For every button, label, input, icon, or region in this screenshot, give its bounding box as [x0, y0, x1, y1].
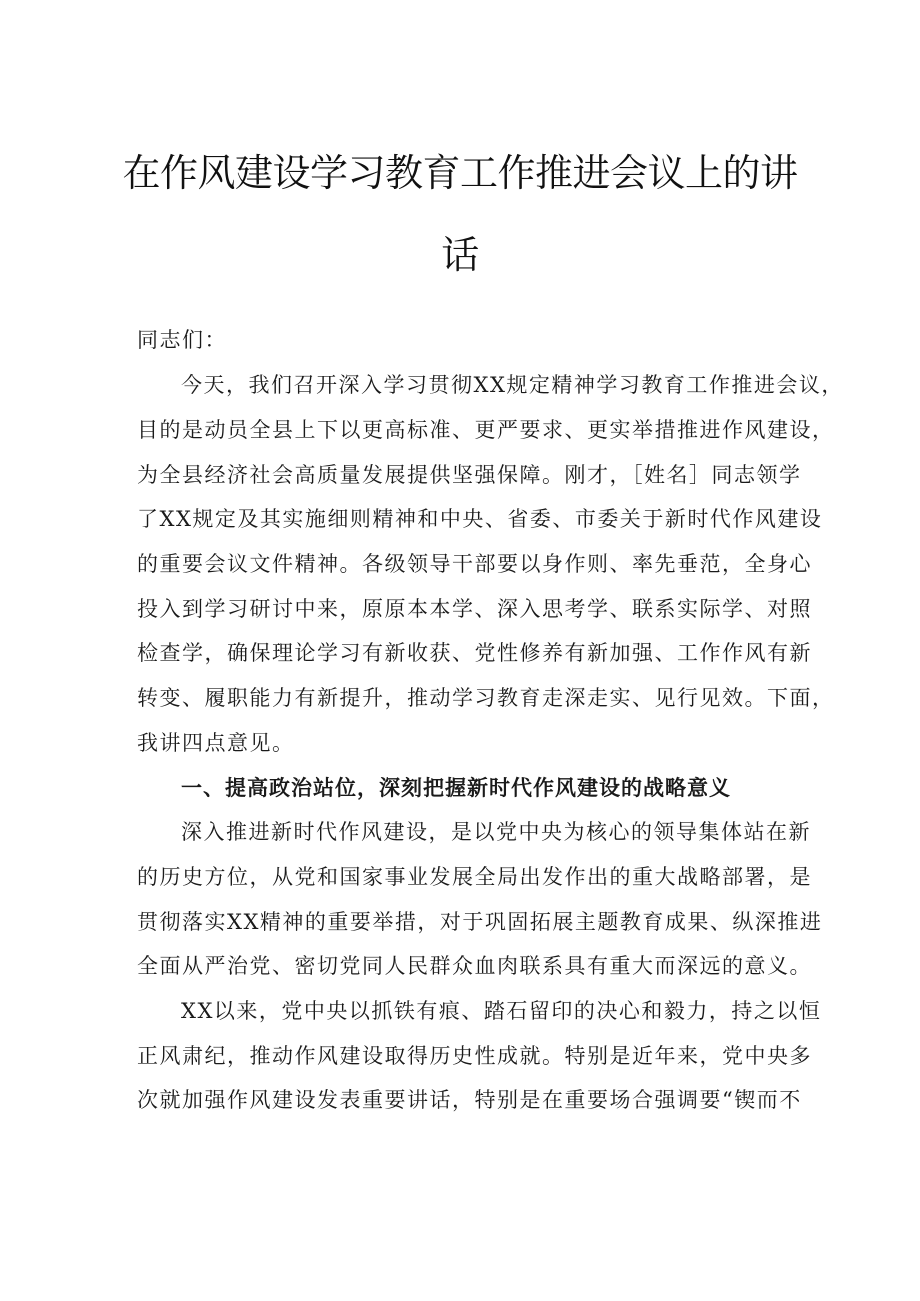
document-title-line1: 在作风建设学习教育工作推进会议上的讲 — [122, 151, 798, 195]
paragraph-line: 检查学，确保理论学习有新收获、党性修养有新加强、工作作风有新 — [137, 641, 812, 665]
paragraph-line: 正风肃纪，推动作风建设取得历史性成就。特别是近年来，党中央多 — [137, 1044, 812, 1068]
paragraph-line: 投入到学习研讨中来，原原本本学、深入思考学、联系实际学、对照 — [137, 597, 812, 621]
paragraph-line: 目的是动员全县上下以更高标准、更严要求、更实举措推进作风建设， — [137, 418, 835, 442]
paragraph-line: 为全县经济社会高质量发展提供坚强保障。刚才，［姓名］同志领学 — [137, 463, 802, 487]
section-heading: 一、提高政治站位，深刻把握新时代作风建设的战略意义 — [181, 776, 731, 800]
paragraph-line: 深入推进新时代作风建设，是以党中央为核心的领导集体站在新 — [181, 820, 811, 844]
paragraph-line: 我讲四点意见。 — [137, 731, 295, 755]
paragraph-line: 全面从严治党、密切党同人民群众血肉联系具有重大而深远的意义。 — [137, 954, 812, 978]
paragraph-line: XX以来，党中央以抓铁有痕、踏石留印的决心和毅力，持之以恒 — [181, 999, 822, 1023]
salutation: 同志们： — [137, 328, 227, 352]
paragraph-line: 了XX规定及其实施细则精神和中央、省委、市委关于新时代作风建设 — [137, 507, 823, 531]
paragraph-line: 次就加强作风建设发表重要讲话，特别是在重要场合强调要“锲而不 — [137, 1088, 802, 1112]
paragraph-line: 的重要会议文件精神。各级领导干部要以身作则、率先垂范，全身心 — [137, 552, 812, 576]
paragraph-line: 的历史方位，从党和国家事业发展全局出发作出的重大战略部署，是 — [137, 865, 812, 889]
paragraph-line: 转变、履职能力有新提升，推动学习教育走深走实、见行见效。下面， — [137, 686, 835, 710]
paragraph-line: 今天，我们召开深入学习贯彻XX规定精神学习教育工作推进会议， — [181, 373, 844, 397]
document-title-line2: 话 — [441, 233, 479, 277]
paragraph-line: 贯彻落实XX精神的重要举措，对于巩固拓展主题教育成果、纵深推进 — [137, 910, 823, 934]
